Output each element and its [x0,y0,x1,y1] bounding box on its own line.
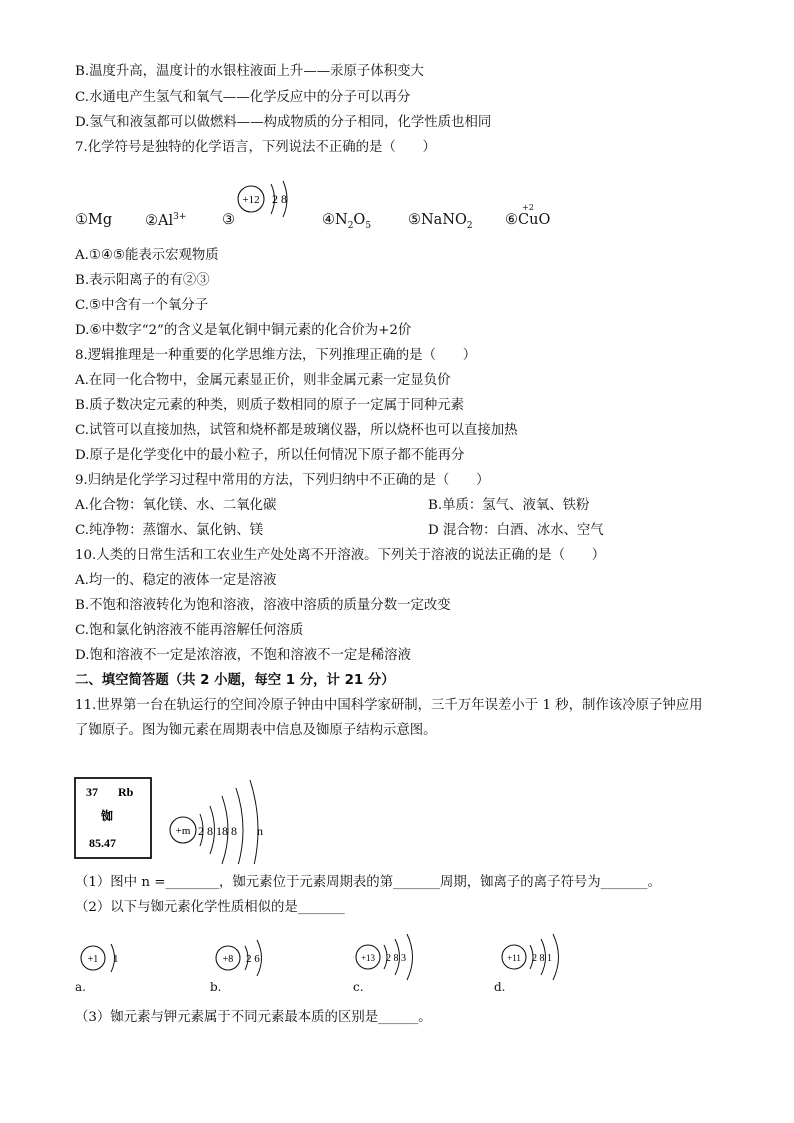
q7-option-d: D.⑥中数字“2”的含义是氧化铜中铜元素的化合价为+2价 [75,323,412,338]
element-name: 铷 [101,809,114,823]
q9-option-b: B.单质：氢气、液氧、铁粉 [428,498,590,513]
symbol-6: ⑥ +2 CuO [505,203,551,228]
option-a-shell-numbers: 1 [113,953,119,965]
q9-row-2 [75,521,604,541]
symbol-2: $②Al^{3+}$ [145,212,187,229]
q11-sub-3: （3）铷元素与钾元素属于不同元素最本质的区别是______。 [75,1010,432,1025]
mg-ion-structure-diagram [230,176,310,228]
option-a-nucleus-label: +1 [87,954,99,965]
electron-shell-arc [236,788,243,864]
q10-stem: 10.人类的日常生活和工农业生产处处离不开溶液。下列关于溶液的说法正确的是（ ） [75,548,606,563]
q10-option-d: D.饱和溶液不一定是浓溶液，不饱和溶液不一定是稀溶液 [75,648,411,663]
q10-option-a: A.均一的、稳定的液体一定是溶液 [75,573,277,588]
element-symbol: Rb [118,785,134,799]
electron-shell-arc [553,934,559,980]
q8-option-a: A.在同一化合物中，金属元素显正价，则非金属元素一定显负价 [75,373,451,388]
q11-stem-line-2: 了铷原子。图为铷元素在周期表中信息及铷原子结构示意图。 [75,723,437,738]
q11-sub-1: （1）图中 n =________，铷元素位于元素周期表的第_______周期，铷离子的离子符号为_______。 [75,875,661,890]
electron-shell-arc [250,780,258,864]
option-a-label: a. [75,980,86,994]
q6-option-c: C.水通电产生氢气和氧气——化学反应中的分子可以再分 [75,90,411,105]
rb-outer-shell-n: n [257,824,263,838]
q9-option-d: D 混合物：白酒、冰水、空气 [428,523,604,538]
q10-option-c: C.饱和氯化钠溶液不能再溶解任何溶质 [75,623,304,638]
q8-option-c: C.试管可以直接加热，试管和烧杯都是玻璃仪器，所以烧杯也可以直接加热 [75,423,518,438]
option-b-label: b. [210,980,222,994]
mg-nucleus-label: +12 [242,194,260,206]
atomic-mass: 85.47 [89,836,116,850]
q7-option-a: A.①④⑤能表示宏观物质 [75,248,219,263]
q9-option-c: C.纯净物：蒸馏水、氯化钠、镁 [75,523,264,538]
rubidium-figure [72,752,272,864]
atomic-number: 37 [86,785,98,799]
q9-row-1 [75,496,590,516]
q6-option-d: D.氢气和液氢都可以做燃料——构成物质的分子相同，化学性质也相同 [75,115,492,130]
rb-nucleus-label: +m [175,825,191,837]
option-b-shell-numbers: 2 6 [246,953,260,965]
option-d-nucleus-label: +11 [507,953,521,963]
section-2-heading: 二、填空简答题（共 2 小题，每空 1 分，计 21 分） [75,673,395,688]
q11-sub-2: （2）以下与铷元素化学性质相似的是_______ [75,900,345,915]
option-d-label: d. [494,980,506,994]
option-d-structure-diagram [496,932,586,982]
q6-option-b: B.温度升高，温度计的水银柱液面上升——汞原子体积变大 [75,64,424,79]
option-b-structure-diagram [210,936,290,980]
option-a-structure-diagram [75,936,145,980]
cu-valence-label: +2 [522,203,534,212]
q11-stem-line-1: 11.世界第一台在轨运行的空间冷原子钟由中国科学家研制，三千万年误差小于 1 秒，制作该冷原子钟应用 [75,698,703,713]
q7-option-c: C.⑤中含有一个氧分子 [75,298,209,313]
rb-shell-numbers: 2 8 18 8 [198,824,237,838]
option-c-nucleus-label: +13 [360,953,376,963]
mg-shell-numbers: 2 8 [272,192,287,206]
q10-option-b: B.不饱和溶液转化为饱和溶液，溶液中溶质的质量分数一定改变 [75,598,451,613]
q7-stem: 7.化学符号是独特的化学语言，下列说法不正确的是（ ） [75,140,436,155]
option-c-label: c. [353,980,364,994]
electron-shell-arc [407,934,413,980]
symbol-3: ③ [222,212,235,228]
q8-option-d: D.原子是化学变化中的最小粒子，所以任何情况下原子都不能再分 [75,448,465,463]
option-b-nucleus-label: +8 [222,954,234,965]
q9-stem: 9.归纳是化学学习过程中常用的方法，下列归纳中不正确的是（ ） [75,473,490,488]
option-c-structure-diagram [350,932,440,982]
symbol-5: ⑤NaNO$_2$ [408,212,473,231]
symbol-1: ①Mg [75,212,113,228]
option-d-shell-numbers: 2 8 1 [532,953,552,964]
option-c-shell-numbers: 2 8 3 [386,953,406,964]
symbol-4: $④N_2O_5$ [322,212,372,231]
q7-option-b: B.表示阳离子的有②③ [75,273,210,288]
q8-option-b: B.质子数决定元素的种类，则质子数相同的原子一定属于同种元素 [75,398,465,413]
q9-option-a: A.化合物：氧化镁、水、二氧化碳 [75,498,277,513]
q8-stem: 8.逻辑推理是一种重要的化学思维方法，下列推理正确的是（ ） [75,348,477,363]
